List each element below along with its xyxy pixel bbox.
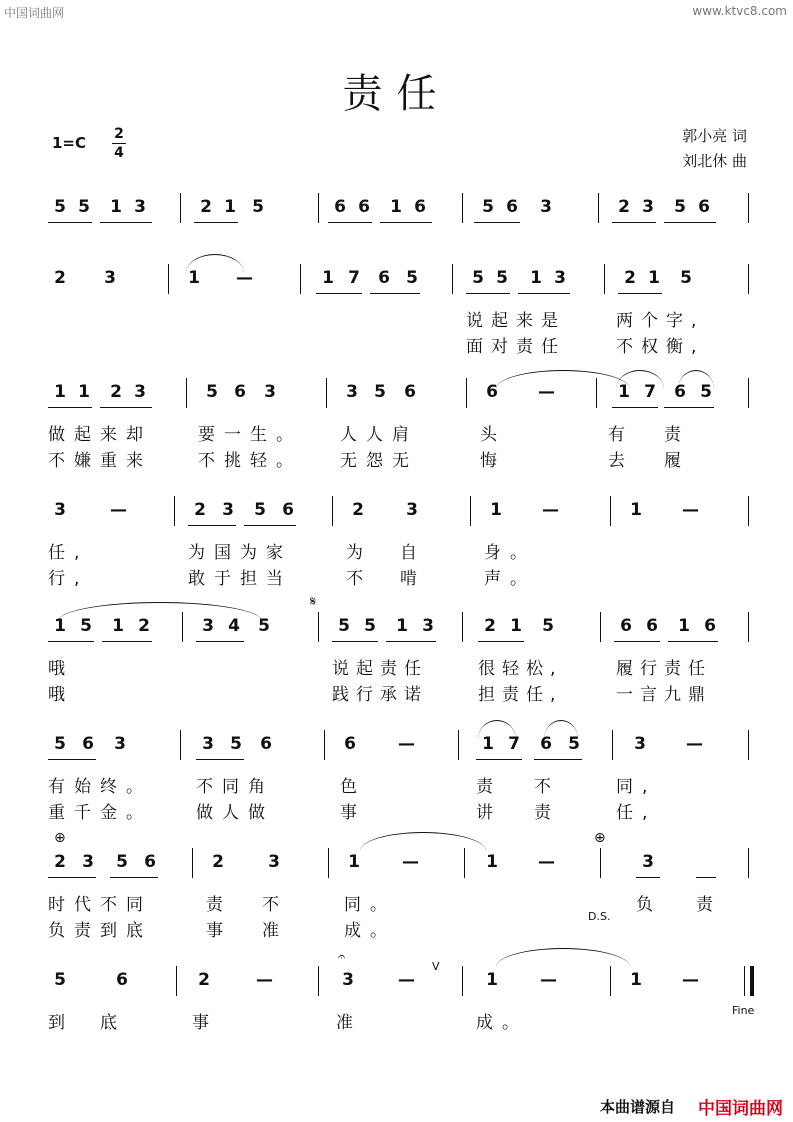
ds-mark: D.S.	[588, 910, 611, 923]
lyric-line-1: 有始终。	[48, 777, 152, 797]
beam	[612, 222, 656, 223]
beam	[636, 877, 660, 878]
note: 3	[114, 734, 126, 754]
note: 5	[252, 197, 264, 217]
note: 3	[268, 852, 280, 872]
note: 5	[254, 500, 266, 520]
barline	[332, 496, 333, 526]
note: 3	[342, 970, 354, 990]
beam	[100, 407, 152, 408]
beam	[614, 641, 660, 642]
note: 1	[618, 382, 630, 402]
note: 1	[54, 616, 66, 636]
beam	[48, 222, 92, 223]
barline	[192, 848, 193, 878]
barline	[180, 193, 181, 223]
note: 1	[530, 268, 542, 288]
barline	[300, 264, 301, 294]
slur	[496, 948, 630, 967]
lyric-line-2: 事	[340, 803, 366, 823]
barline	[598, 193, 599, 223]
lyric-line-1: 责	[476, 777, 502, 797]
note: 6	[698, 197, 710, 217]
barline	[180, 730, 181, 760]
note: 6	[116, 970, 128, 990]
note: 3	[264, 382, 276, 402]
barline	[612, 730, 613, 760]
lyric-line-1: 做起来却	[48, 425, 152, 445]
note: 3	[202, 616, 214, 636]
lyric-line-1: 为	[346, 543, 372, 563]
slur	[478, 720, 516, 739]
lyric-line-1: 成。	[476, 1013, 528, 1033]
note: 3	[554, 268, 566, 288]
note: 5	[680, 268, 692, 288]
time-bottom: 4	[114, 145, 124, 161]
lyric-line-2: 负责到底	[48, 921, 152, 941]
beam	[476, 759, 522, 760]
dash: —	[538, 382, 555, 402]
note: 1	[648, 268, 660, 288]
beam	[316, 293, 362, 294]
credits	[682, 124, 747, 174]
lyric-line-2: 无怨无	[340, 451, 418, 471]
lyric-line-2: 不挑轻。	[198, 451, 302, 471]
beam	[612, 407, 658, 408]
note: 1	[224, 197, 236, 217]
lyric-line-1: 自	[400, 543, 426, 563]
dash: —	[542, 500, 559, 520]
lyricist: 郭小亮 词	[682, 127, 747, 145]
note: 4	[228, 616, 240, 636]
slur	[496, 370, 630, 389]
note: 2	[624, 268, 636, 288]
watermark-right: www.ktvc8.com	[692, 4, 787, 18]
note: 6	[414, 197, 426, 217]
note: 1	[348, 852, 360, 872]
lyric-line-1: 任,	[48, 543, 89, 563]
lyric-line-1: 身。	[484, 543, 536, 563]
barline	[324, 730, 325, 760]
lyric-line-2: 哦	[48, 685, 72, 705]
barline	[748, 264, 749, 294]
barline	[462, 612, 463, 642]
note: 1	[112, 616, 124, 636]
lyric-line-1: 同。	[344, 895, 396, 915]
beam	[696, 877, 716, 878]
note: 3	[104, 268, 116, 288]
note: 6	[234, 382, 246, 402]
note: 3	[222, 500, 234, 520]
note: 2	[212, 852, 224, 872]
lyric-line-1: 准	[336, 1013, 362, 1033]
note: 6	[704, 616, 716, 636]
beam	[664, 407, 714, 408]
note: 1	[510, 616, 522, 636]
final-barline	[744, 966, 745, 996]
note: 1	[78, 382, 90, 402]
barline	[748, 848, 749, 878]
note: 3	[202, 734, 214, 754]
barline	[610, 966, 611, 996]
lyric-line-2: 去	[608, 451, 634, 471]
note: 1	[110, 197, 122, 217]
coda-mark: ⊕	[54, 830, 66, 846]
note: 2	[138, 616, 150, 636]
note: 5	[116, 852, 128, 872]
lyric-line-2: 重千金。	[48, 803, 152, 823]
note: 5	[496, 268, 508, 288]
slur	[360, 832, 486, 851]
lyric-line-1: 负	[636, 895, 662, 915]
note: 7	[644, 382, 656, 402]
note: 3	[406, 500, 418, 520]
barline	[748, 612, 749, 642]
note: 1	[486, 852, 498, 872]
slur	[58, 602, 262, 621]
note: 2	[110, 382, 122, 402]
lyric-line-2: 做人做	[196, 803, 274, 823]
breath-mark: V	[432, 960, 440, 973]
dash: —	[682, 500, 699, 520]
note: 2	[200, 197, 212, 217]
note: 5	[700, 382, 712, 402]
dash: —	[398, 970, 415, 990]
time-top: 2	[114, 126, 124, 142]
barline	[604, 264, 605, 294]
note: 5	[568, 734, 580, 754]
beam	[380, 222, 432, 223]
barline	[464, 848, 465, 878]
note: 6	[674, 382, 686, 402]
note: 2	[54, 852, 66, 872]
barline	[318, 612, 319, 642]
lyric-line-1: 责	[664, 425, 690, 445]
dash: —	[398, 734, 415, 754]
lyric-line-2: 担责任,	[478, 685, 563, 705]
beam	[110, 877, 158, 878]
lyric-line-2: 成。	[344, 921, 396, 941]
lyric-line-1: 不	[534, 777, 560, 797]
slur	[616, 370, 664, 389]
barline	[186, 378, 187, 408]
barline	[168, 264, 169, 294]
note: 6	[144, 852, 156, 872]
lyric-line-1: 不	[262, 895, 288, 915]
lyric-line-1: 同,	[616, 777, 657, 797]
note: 3	[540, 197, 552, 217]
note: 6	[378, 268, 390, 288]
song-title: 责任	[342, 71, 451, 117]
note: 5	[482, 197, 494, 217]
note: 3	[54, 500, 66, 520]
note: 5	[674, 197, 686, 217]
dash: —	[540, 970, 557, 990]
note: 3	[346, 382, 358, 402]
note: 2	[484, 616, 496, 636]
note: 7	[508, 734, 520, 754]
note: 6	[334, 197, 346, 217]
note: 1	[390, 197, 402, 217]
note: 6	[506, 197, 518, 217]
barline	[466, 378, 467, 408]
lyric-line-2: 任,	[616, 803, 657, 823]
beam	[48, 877, 96, 878]
note: 5	[54, 197, 66, 217]
note: 5	[54, 970, 66, 990]
note: 6	[344, 734, 356, 754]
note: 5	[258, 616, 270, 636]
lyric-line-2: 履	[664, 451, 690, 471]
note: 2	[54, 268, 66, 288]
lyric-line-1: 责	[206, 895, 232, 915]
beam	[478, 641, 524, 642]
lyric-line-1: 履行责任	[616, 659, 712, 679]
barline	[600, 612, 601, 642]
barline	[318, 193, 319, 223]
beam	[386, 641, 436, 642]
lyric-line-1: 到	[48, 1013, 74, 1033]
lyric-line-1: 色	[340, 777, 366, 797]
note: 5	[206, 382, 218, 402]
barline	[326, 378, 327, 408]
note: 2	[198, 970, 210, 990]
note: 5	[542, 616, 554, 636]
lyric-line-2: 面对责任	[466, 337, 566, 357]
note: 6	[260, 734, 272, 754]
lyric-line-2: 事	[206, 921, 232, 941]
slur	[678, 370, 714, 389]
note: 3	[634, 734, 646, 754]
beam	[328, 222, 372, 223]
beam	[48, 759, 96, 760]
lyric-line-1: 说起来是	[466, 311, 566, 331]
note: 6	[646, 616, 658, 636]
lyric-line-1: 两个字,	[616, 311, 705, 331]
lyric-line-1: 要一生。	[198, 425, 302, 445]
barline	[610, 496, 611, 526]
note: 5	[364, 616, 376, 636]
barline	[458, 730, 459, 760]
note: 6	[486, 382, 498, 402]
beam	[518, 293, 570, 294]
lyric-line-1: 哦	[48, 659, 72, 679]
note: 3	[134, 382, 146, 402]
footer-label: 本曲谱源自	[599, 1098, 675, 1116]
dash: —	[402, 852, 419, 872]
note: 7	[348, 268, 360, 288]
note: 5	[54, 734, 66, 754]
barline	[462, 966, 463, 996]
note: 6	[620, 616, 632, 636]
barline	[470, 496, 471, 526]
beam	[48, 407, 92, 408]
note: 5	[78, 197, 90, 217]
note: 5	[472, 268, 484, 288]
note: 1	[630, 970, 642, 990]
repeat-barline	[600, 848, 601, 878]
barline	[748, 193, 749, 223]
beam	[196, 641, 244, 642]
dash: —	[686, 734, 703, 754]
lyric-line-2: 不权衡,	[616, 337, 705, 357]
lyric-line-1: 说起责任	[332, 659, 428, 679]
note: 2	[352, 500, 364, 520]
note: 1	[188, 268, 200, 288]
note: 3	[422, 616, 434, 636]
coda-mark: ⊕	[594, 830, 606, 846]
beam	[664, 222, 716, 223]
lyric-line-2: 不	[346, 569, 372, 589]
barline	[452, 264, 453, 294]
barline	[748, 730, 749, 760]
lyric-line-2: 声。	[484, 569, 536, 589]
final-barline	[750, 966, 754, 996]
dash: —	[682, 970, 699, 990]
lyric-line-2: 悔	[480, 451, 506, 471]
watermark-left: 中国词曲网	[4, 6, 65, 20]
lyric-line-2: 讲	[476, 803, 502, 823]
note: 3	[82, 852, 94, 872]
note: 5	[338, 616, 350, 636]
barline	[328, 848, 329, 878]
composer: 刘北休 曲	[682, 152, 747, 170]
note: 1	[54, 382, 66, 402]
key-signature: 1=C	[52, 134, 87, 152]
lyric-line-1: 责	[696, 895, 722, 915]
beam	[668, 641, 718, 642]
lyric-line-1: 事	[192, 1013, 218, 1033]
note: 3	[642, 197, 654, 217]
barline	[748, 378, 749, 408]
lyric-line-2: 行,	[48, 569, 89, 589]
note: 3	[134, 197, 146, 217]
fermata-mark: 𝄐	[338, 950, 346, 965]
lyric-line-1: 很轻松,	[478, 659, 563, 679]
lyric-line-1: 时代不同	[48, 895, 152, 915]
dash: —	[256, 970, 273, 990]
barline	[176, 966, 177, 996]
lyric-line-2: 准	[262, 921, 288, 941]
slur	[544, 720, 578, 739]
beam	[474, 222, 520, 223]
beam	[466, 293, 510, 294]
beam	[332, 641, 378, 642]
lyric-line-1: 人人肩	[340, 425, 418, 445]
note: 6	[404, 382, 416, 402]
note: 1	[482, 734, 494, 754]
note: 1	[490, 500, 502, 520]
note: 2	[194, 500, 206, 520]
lyric-line-2: 践行承诺	[332, 685, 428, 705]
note: 5	[80, 616, 92, 636]
beam	[618, 293, 662, 294]
note: 1	[678, 616, 690, 636]
note: 6	[282, 500, 294, 520]
dash: —	[110, 500, 127, 520]
lyric-line-1: 头	[480, 425, 506, 445]
note: 5	[230, 734, 242, 754]
lyric-line-2: 啃	[400, 569, 426, 589]
beam	[102, 641, 152, 642]
beam	[48, 641, 94, 642]
lyric-line-2: 一言九鼎	[616, 685, 712, 705]
slur	[186, 254, 244, 273]
footer-site: 中国词曲网	[698, 1099, 783, 1119]
dash: —	[236, 268, 253, 288]
barline	[462, 193, 463, 223]
segno-mark: 𝄋	[310, 594, 317, 610]
lyric-line-2: 责	[534, 803, 560, 823]
beam	[244, 525, 296, 526]
note: 6	[358, 197, 370, 217]
lyric-line-2: 敢于担当	[188, 569, 292, 589]
beam	[534, 759, 582, 760]
note: 6	[82, 734, 94, 754]
time-signature	[112, 126, 126, 161]
lyric-line-1: 底	[100, 1013, 126, 1033]
lyric-line-1: 为国为家	[188, 543, 292, 563]
note: 1	[486, 970, 498, 990]
beam	[100, 222, 152, 223]
note: 1	[396, 616, 408, 636]
note: 6	[540, 734, 552, 754]
beam	[188, 525, 236, 526]
barline	[318, 966, 319, 996]
note: 5	[406, 268, 418, 288]
lyric-line-2: 不嫌重来	[48, 451, 152, 471]
note: 3	[642, 852, 654, 872]
note: 1	[630, 500, 642, 520]
beam	[194, 222, 238, 223]
beam	[370, 293, 420, 294]
beam	[196, 759, 244, 760]
fine-mark: Fine	[732, 1004, 755, 1017]
lyric-line-1: 不同角	[196, 777, 274, 797]
note: 5	[374, 382, 386, 402]
barline	[748, 496, 749, 526]
lyric-line-1: 有	[608, 425, 634, 445]
dash: —	[538, 852, 555, 872]
barline	[174, 496, 175, 526]
note: 2	[618, 197, 630, 217]
note: 1	[322, 268, 334, 288]
